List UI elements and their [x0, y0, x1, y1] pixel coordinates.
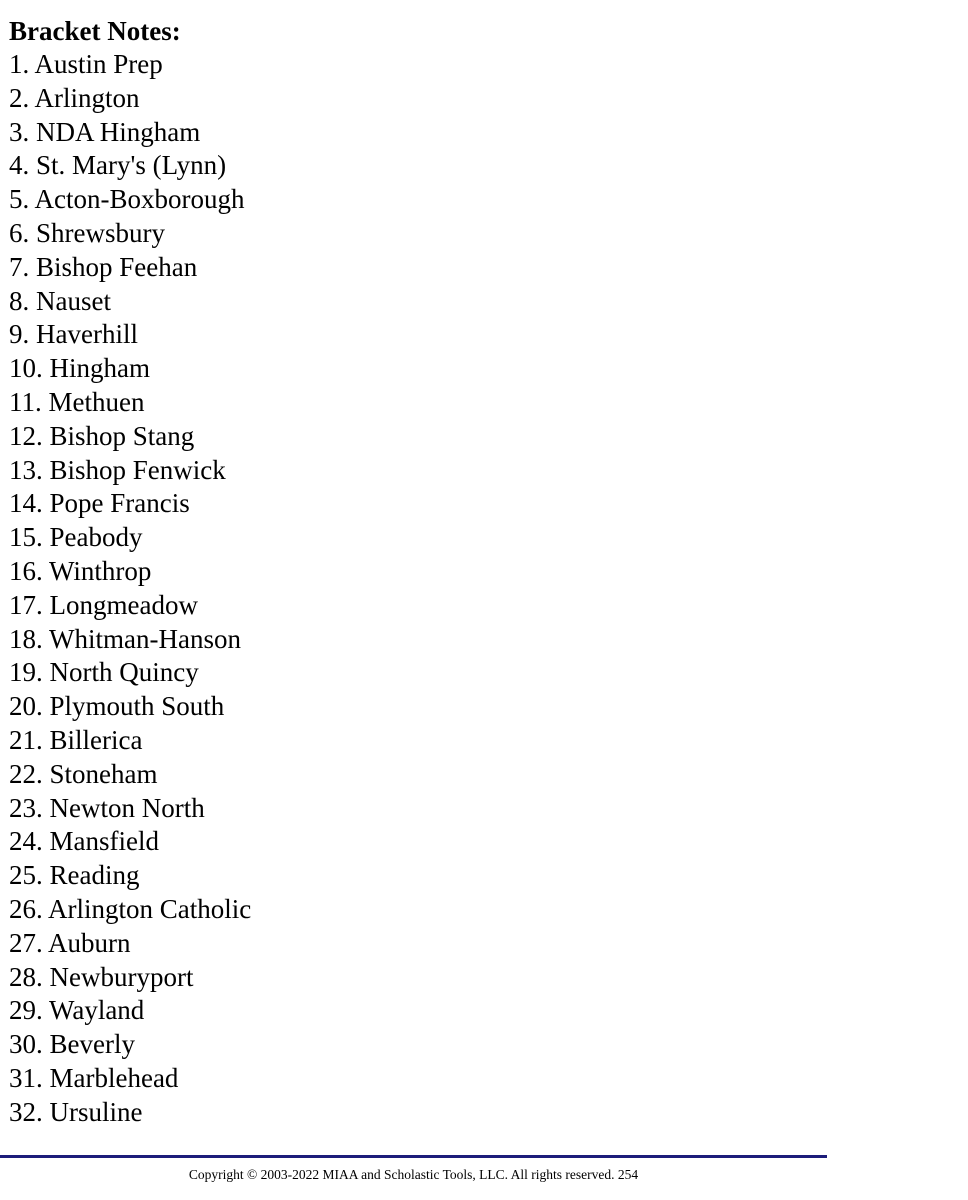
list-item: 19. North Quincy	[9, 657, 199, 688]
list-item: 6. Shrewsbury	[9, 217, 165, 248]
bracket-notes-list	[9, 48, 909, 1130]
list-item: 23. Newton North	[9, 792, 205, 823]
list-item: 1. Austin Prep	[9, 49, 163, 79]
list-item: 31. Marblehead	[9, 1062, 179, 1093]
list-item: 28. Newburyport	[9, 961, 194, 992]
list-item: 12. Bishop Stang	[9, 420, 195, 451]
list-item: 24. Mansfield	[9, 826, 159, 857]
list-item: 32. Ursuline	[9, 1096, 143, 1127]
list-item: 18. Whitman-Hanson	[9, 623, 241, 654]
bracket-notes-section	[9, 14, 909, 1130]
list-item: 7. Bishop Feehan	[9, 251, 198, 282]
list-item: 26. Arlington Catholic	[9, 893, 252, 924]
list-item: 27. Auburn	[9, 927, 131, 958]
list-item: 11. Methuen	[9, 386, 145, 417]
list-item: 13. Bishop Fenwick	[9, 454, 226, 485]
list-item: 14. Pope Francis	[9, 488, 190, 519]
list-item: 3. NDA Hingham	[9, 116, 201, 147]
list-item: 21. Billerica	[9, 724, 143, 755]
list-item: 5. Acton-Boxborough	[9, 184, 245, 215]
list-item: 15. Peabody	[9, 522, 143, 553]
footer-divider	[0, 1155, 827, 1158]
list-item: 29. Wayland	[9, 995, 145, 1026]
list-item: 17. Longmeadow	[9, 589, 198, 620]
list-item: 2. Arlington	[9, 82, 140, 113]
list-item: 16. Winthrop	[9, 555, 152, 586]
list-item: 8. Nauset	[9, 285, 111, 316]
list-item: 20. Plymouth South	[9, 691, 225, 722]
list-item: 25. Reading	[9, 860, 140, 891]
bracket-notes-heading: Bracket Notes:	[9, 16, 181, 46]
list-item: 22. Stoneham	[9, 758, 158, 789]
list-item: 10. Hingham	[9, 353, 150, 384]
list-item: 9. Haverhill	[9, 319, 138, 350]
list-item: 30. Beverly	[9, 1029, 135, 1060]
list-item: 4. St. Mary's (Lynn)	[9, 150, 227, 181]
copyright-footer: Copyright © 2003-2022 MIAA and Scholastic Tools, LLC. All rights reserved. 254	[188, 1167, 639, 1182]
